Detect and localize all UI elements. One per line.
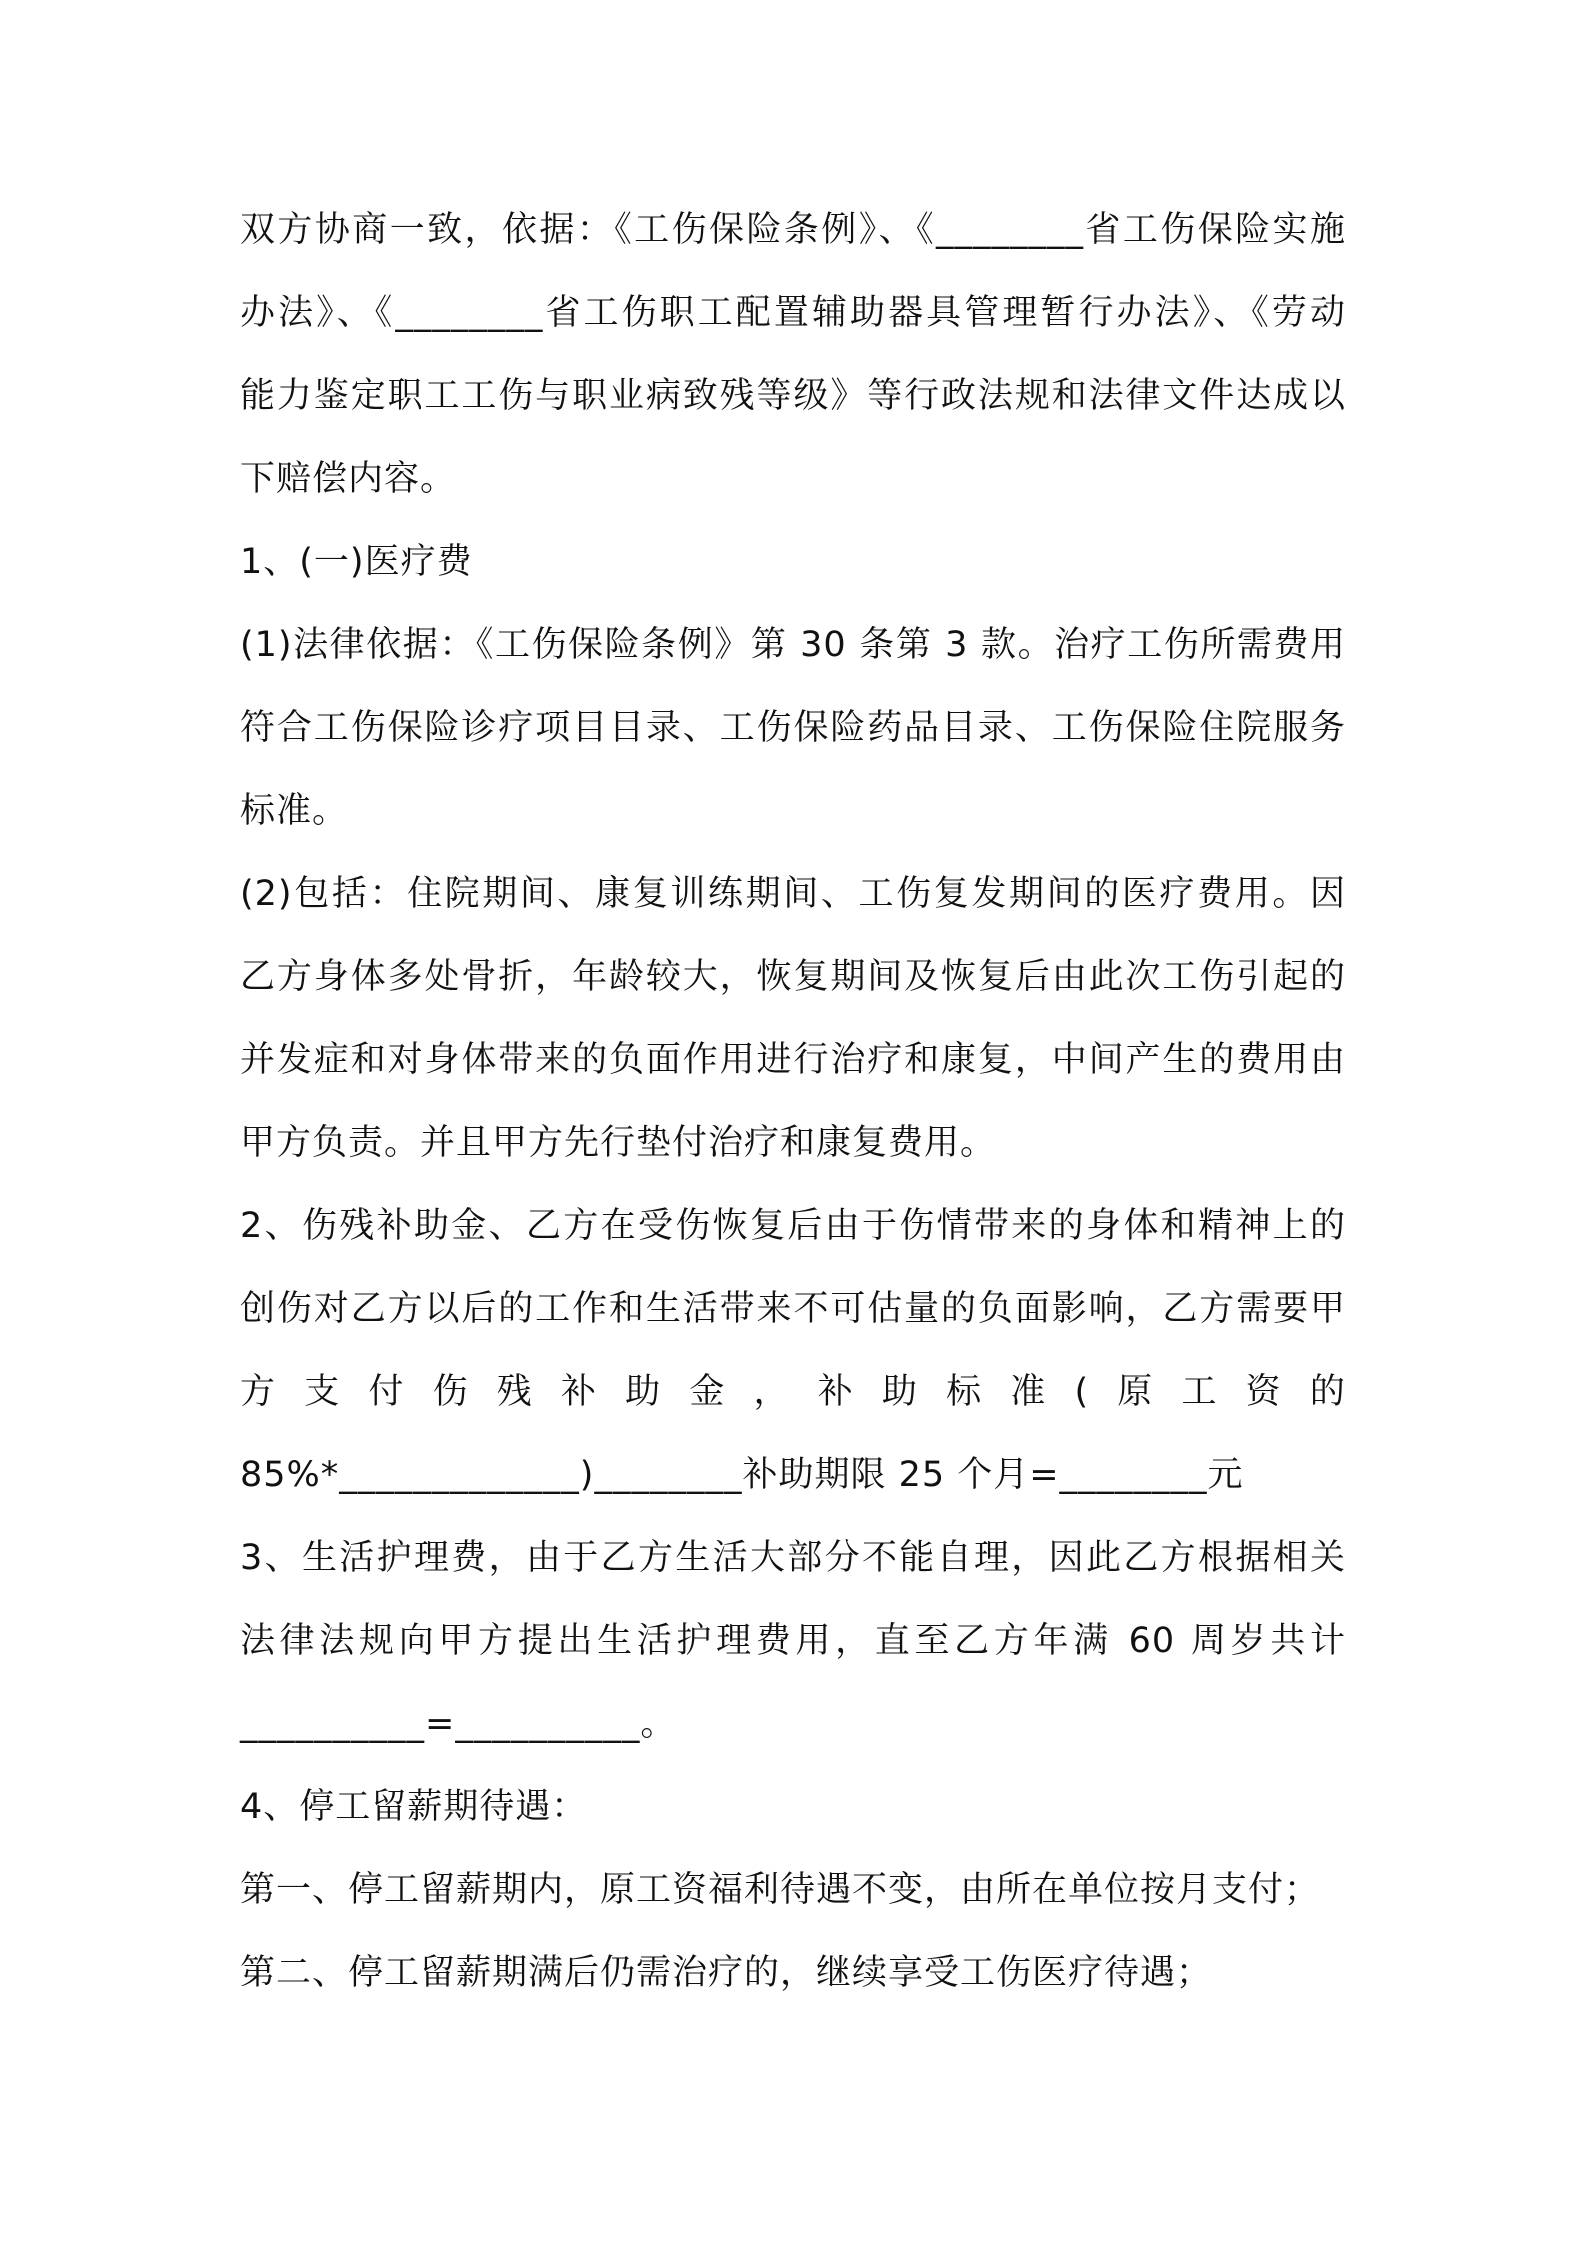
text-line: 乙方身体多处骨折，年龄较大，恢复期间及恢复后由此次工伤引起的 xyxy=(240,957,1346,997)
fill-in-line: __________=__________。 xyxy=(240,1704,677,1744)
text-line: 下赔偿内容。 xyxy=(240,459,457,499)
text-line: (1)法律依据：《工伤保险条例》第 30 条第 3 款。治疗工伤所需费用 xyxy=(240,625,1346,665)
text-line: 甲方负责。并且甲方先行垫付治疗和康复费用。 xyxy=(240,1123,997,1163)
spread-glyph: 支 xyxy=(304,1372,341,1412)
text-line: 符合工伤保险诊疗项目目录、工伤保险药品目录、工伤保险住院服务 xyxy=(240,708,1346,748)
spread-text-line xyxy=(240,1362,1346,1422)
text-line: 并发症和对身体带来的负面作用进行治疗和康复，中间产生的费用由 xyxy=(240,1040,1346,1080)
text-line: (2)包括：住院期间、康复训练期间、工伤复发期间的医疗费用。因 xyxy=(240,874,1346,914)
spread-glyph: 付 xyxy=(368,1372,405,1412)
spread-glyph: 补 xyxy=(817,1372,854,1412)
text-line: 能力鉴定职工工伤与职业病致残等级》等行政法规和法律文件达成以 xyxy=(240,376,1346,416)
spread-glyph: 金 xyxy=(689,1372,726,1412)
text-line: 双方协商一致，依据：《工伤保险条例》、《________省工伤保险实施 xyxy=(240,210,1346,250)
spread-glyph: 方 xyxy=(240,1372,277,1412)
spread-glyph: 助 xyxy=(881,1372,918,1412)
spread-glyph: 资 xyxy=(1245,1372,1282,1412)
spread-glyph: 的 xyxy=(1309,1372,1346,1412)
section-heading: 1、(一)医疗费 xyxy=(240,542,473,582)
spread-glyph: 残 xyxy=(496,1372,533,1412)
spread-glyph: 标 xyxy=(946,1372,983,1412)
spread-glyph: 助 xyxy=(625,1372,662,1412)
spread-glyph: 原 xyxy=(1117,1372,1154,1412)
spread-glyph: 补 xyxy=(560,1372,597,1412)
text-line: 第一、停工留薪期内，原工资福利待遇不变，由所在单位按月支付； xyxy=(240,1870,1321,1910)
fill-in-line: 85%*_____________)________补助期限 25 个月=________元 xyxy=(240,1455,1244,1495)
spread-glyph: 准 xyxy=(1010,1372,1047,1412)
spread-glyph: ， xyxy=(753,1372,790,1412)
spread-glyph: ( xyxy=(1074,1372,1090,1412)
spread-glyph: 工 xyxy=(1181,1372,1218,1412)
spread-glyph: 伤 xyxy=(432,1372,469,1412)
text-line: 法律法规向甲方提出生活护理费用，直至乙方年满 60 周岁共计 xyxy=(240,1621,1346,1661)
text-line: 创伤对乙方以后的工作和生活带来不可估量的负面影响，乙方需要甲 xyxy=(240,1289,1346,1329)
text-line: 第二、停工留薪期满后仍需治疗的，继续享受工伤医疗待遇； xyxy=(240,1953,1213,1993)
section-heading: 4、停工留薪期待遇： xyxy=(240,1787,588,1827)
text-line: 办法》、《________省工伤职工配置辅助器具管理暂行办法》、《劳动 xyxy=(240,293,1346,333)
text-line: 标准。 xyxy=(240,791,349,831)
text-line: 2、伤残补助金、乙方在受伤恢复后由于伤情带来的身体和精神上的 xyxy=(240,1206,1346,1246)
text-line: 3、生活护理费，由于乙方生活大部分不能自理，因此乙方根据相关 xyxy=(240,1538,1346,1578)
